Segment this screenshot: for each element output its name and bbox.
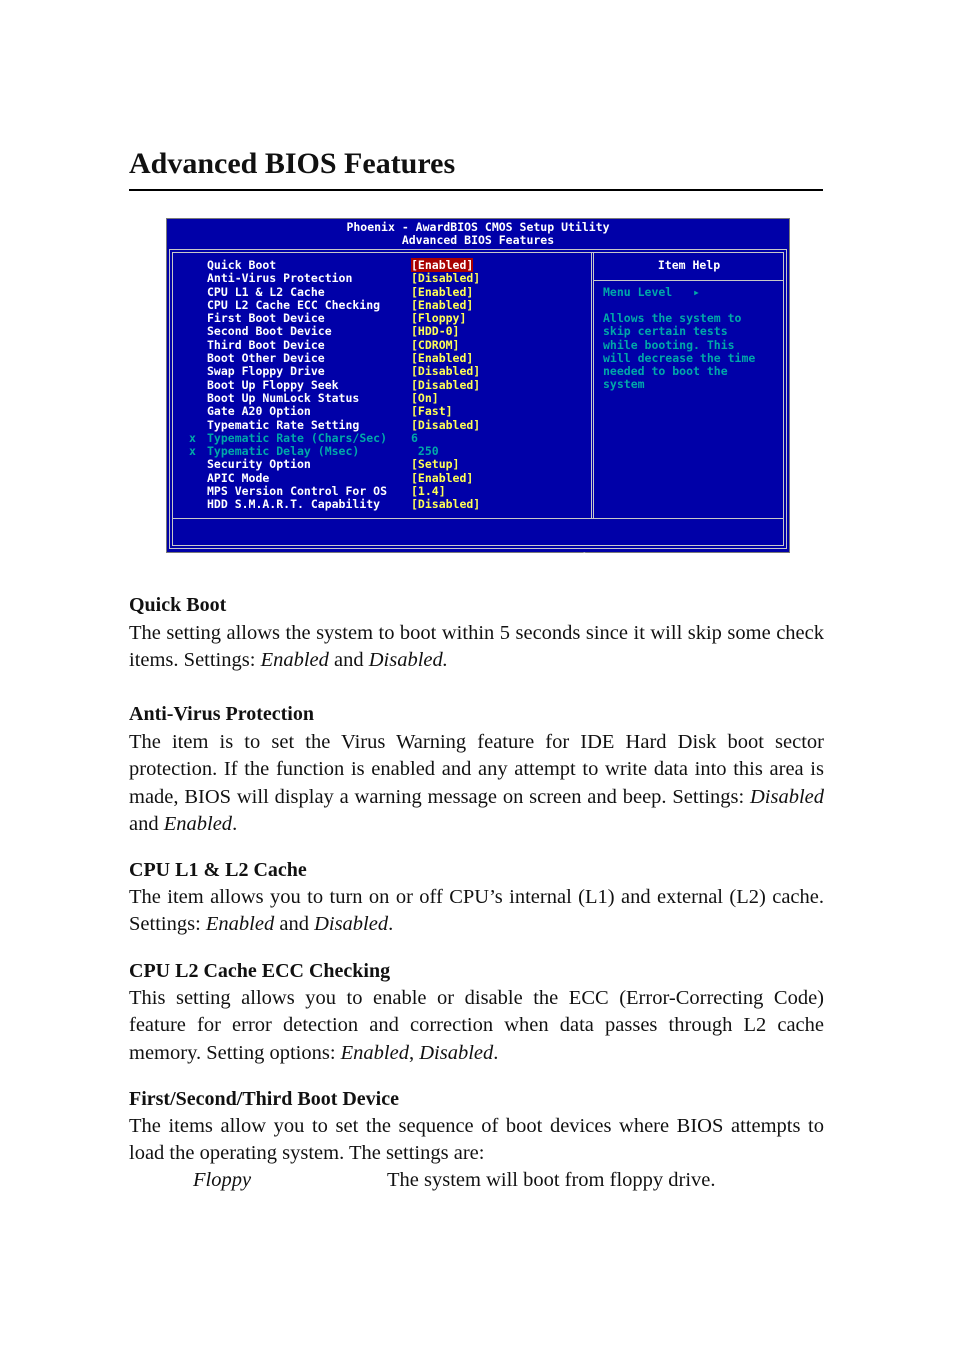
bios-setting-row[interactable]: [189, 365, 589, 378]
bios-divider: [172, 518, 784, 519]
setting-value[interactable]: [411, 325, 459, 338]
bios-footer-line1: ↑↓→←:Move Enter:Select +/-/PU/PD:Value F10:Save ESC:Exit F1:General Help: [179, 550, 713, 565]
bios-screenshot: [166, 218, 790, 605]
setting-label: First Boot Device: [207, 311, 325, 326]
setting-value-text: [Enabled]: [411, 470, 474, 485]
setting-label: Quick Boot: [207, 258, 277, 272]
setting-value[interactable]: [411, 405, 453, 418]
setting-value-text: [Disabled]: [411, 417, 481, 432]
help-menu-level: Menu Level ▸: [603, 285, 700, 299]
setting-value[interactable]: [411, 365, 480, 378]
setting-value[interactable]: [411, 432, 418, 445]
row-disabled-mark: x: [189, 444, 196, 459]
setting-value[interactable]: [411, 299, 473, 312]
setting-value-text: [Floppy]: [411, 311, 467, 326]
setting-value-text: [Disabled]: [411, 364, 481, 379]
setting-label: MPS Version Control For OS: [207, 484, 388, 499]
setting-value-text: 6: [411, 430, 418, 445]
setting-value[interactable]: [411, 458, 459, 471]
setting-label: Third Boot Device: [207, 337, 325, 352]
bios-setting-row[interactable]: [189, 325, 589, 338]
section-title-l2-ecc: CPU L2 Cache ECC Checking: [129, 960, 391, 982]
setting-value[interactable]: [411, 259, 473, 272]
title-rule: [129, 189, 823, 191]
setting-label: Boot Up Floppy Seek: [207, 377, 339, 392]
row-disabled-mark: x: [189, 430, 196, 445]
section-body-boot-device: The items allow you to set the sequence of boot devices where BIOS attempts to load the operating system. The settings are:: [129, 1115, 824, 1165]
setting-value-text: [CDROM]: [411, 337, 460, 352]
setting-label: Typematic Delay (Msec): [207, 444, 360, 459]
section-body-l2-ecc: This setting allows you to enable or disable the ECC (Error-Correcting Code) feature for error detection and correction when data passes through L2 cache memory. Setting options: Enabled, Disabled.: [129, 987, 824, 1064]
bios-header-line1: Phoenix - AwardBIOS CMOS Setup Utility: [346, 220, 610, 234]
section-title-cpu-cache: CPU L1 & L2 Cache: [129, 859, 307, 881]
setting-value-text: [HDD-0]: [411, 324, 460, 339]
setting-value-text: [Enabled]: [411, 284, 474, 299]
bios-footer-line2: F5: Previous Values F6: Fail-Safe Defaults F7: Optimized Defaults: [179, 590, 692, 605]
bios-divider: [591, 252, 592, 518]
setting-value-text: [Fast]: [411, 404, 453, 419]
bios-setting-row[interactable]: [189, 312, 589, 325]
bios-divider: [593, 252, 594, 518]
setting-value[interactable]: [411, 445, 439, 458]
definition-term: Floppy: [193, 1169, 252, 1191]
section-body-cpu-cache: The item allows you to turn on or off CPU’s internal (L1) and external (L2) cache. Settings: Enabled and Disabled.: [129, 886, 824, 936]
bios-setting-row[interactable]: [189, 259, 589, 272]
setting-value-text: [Enabled]: [411, 258, 474, 272]
bios-setting-row[interactable]: [189, 339, 589, 352]
bios-setting-row[interactable]: [189, 472, 589, 485]
section-title-boot-device: First/Second/Third Boot Device: [129, 1088, 399, 1110]
setting-label: Anti-Virus Protection: [207, 271, 353, 286]
setting-value-text: [Setup]: [411, 457, 460, 472]
setting-value[interactable]: [411, 272, 480, 285]
setting-label: Boot Up NumLock Status: [207, 390, 360, 405]
bios-footer: [179, 525, 712, 631]
bios-setting-row[interactable]: [189, 392, 589, 405]
bios-setting-row[interactable]: [189, 432, 589, 445]
setting-label: CPU L2 Cache ECC Checking: [207, 297, 381, 312]
section-title-quick-boot: Quick Boot: [129, 594, 227, 616]
setting-label: Typematic Rate (Chars/Sec): [207, 430, 388, 445]
bios-setting-row[interactable]: [189, 419, 589, 432]
setting-value[interactable]: [411, 485, 446, 498]
setting-value-text: [Enabled]: [411, 351, 474, 366]
setting-label: CPU L1 & L2 Cache: [207, 284, 325, 299]
page-title: Advanced BIOS Features: [129, 147, 456, 180]
help-title: Item Help: [657, 258, 721, 272]
bios-setting-row[interactable]: [189, 286, 589, 299]
setting-label: Boot Other Device: [207, 351, 325, 366]
bios-setting-row[interactable]: [189, 299, 589, 312]
section-body-anti-virus: The item is to set the Virus Warning feature for IDE Hard Disk boot sector protection. If the function is enabled and any attempt to write data into this area is made, BIOS will display a warning message on screen and beep. Settings: Disabled and Enabled.: [129, 731, 824, 835]
setting-value-text: [Enabled]: [411, 297, 474, 312]
bios-setting-row[interactable]: [189, 379, 589, 392]
bios-setting-row[interactable]: [189, 458, 589, 471]
bios-setting-row[interactable]: [189, 485, 589, 498]
bios-header: [167, 221, 789, 247]
bios-setting-row[interactable]: [189, 405, 589, 418]
setting-value[interactable]: [411, 312, 466, 325]
bios-settings-list: [189, 259, 589, 512]
bios-setting-row[interactable]: [189, 272, 589, 285]
setting-value[interactable]: [411, 286, 473, 299]
setting-value-text: [Disabled]: [411, 271, 481, 286]
setting-value[interactable]: [411, 352, 473, 365]
setting-value[interactable]: [411, 498, 480, 511]
setting-value[interactable]: [411, 419, 480, 432]
setting-value[interactable]: [411, 472, 473, 485]
setting-value[interactable]: [411, 392, 439, 405]
bios-setting-row[interactable]: [189, 445, 589, 458]
help-text: Allows the system to skip certain tests while booting. This will decrease the time needed to boot the system: [603, 311, 756, 392]
setting-value-text: [Disabled]: [411, 497, 481, 512]
setting-value[interactable]: [411, 339, 459, 352]
setting-value-text: [Disabled]: [411, 377, 481, 392]
setting-label: APIC Mode: [207, 470, 270, 485]
bios-setting-row[interactable]: [189, 498, 589, 511]
section-body-quick-boot: The setting allows the system to boot within 5 seconds since it will skip some check items. Settings: Enabled and Disabled.: [129, 622, 824, 672]
setting-label: Security Option: [207, 457, 311, 472]
help-divider: [593, 280, 784, 281]
setting-label: Swap Floppy Drive: [207, 364, 325, 379]
setting-value-text: 250: [411, 444, 439, 459]
setting-value[interactable]: [411, 379, 480, 392]
setting-label: HDD S.M.A.R.T. Capability: [207, 497, 381, 512]
setting-value-text: [On]: [411, 390, 439, 405]
setting-label: Typematic Rate Setting: [207, 417, 360, 432]
definition-description: The system will boot from floppy drive.: [387, 1169, 716, 1191]
bios-setting-row[interactable]: [189, 352, 589, 365]
bios-header-line2: Advanced BIOS Features: [401, 233, 555, 247]
setting-label: Second Boot Device: [207, 324, 332, 339]
section-title-anti-virus: Anti-Virus Protection: [129, 703, 314, 725]
setting-value-text: [1.4]: [411, 484, 446, 499]
setting-label: Gate A20 Option: [207, 404, 311, 419]
